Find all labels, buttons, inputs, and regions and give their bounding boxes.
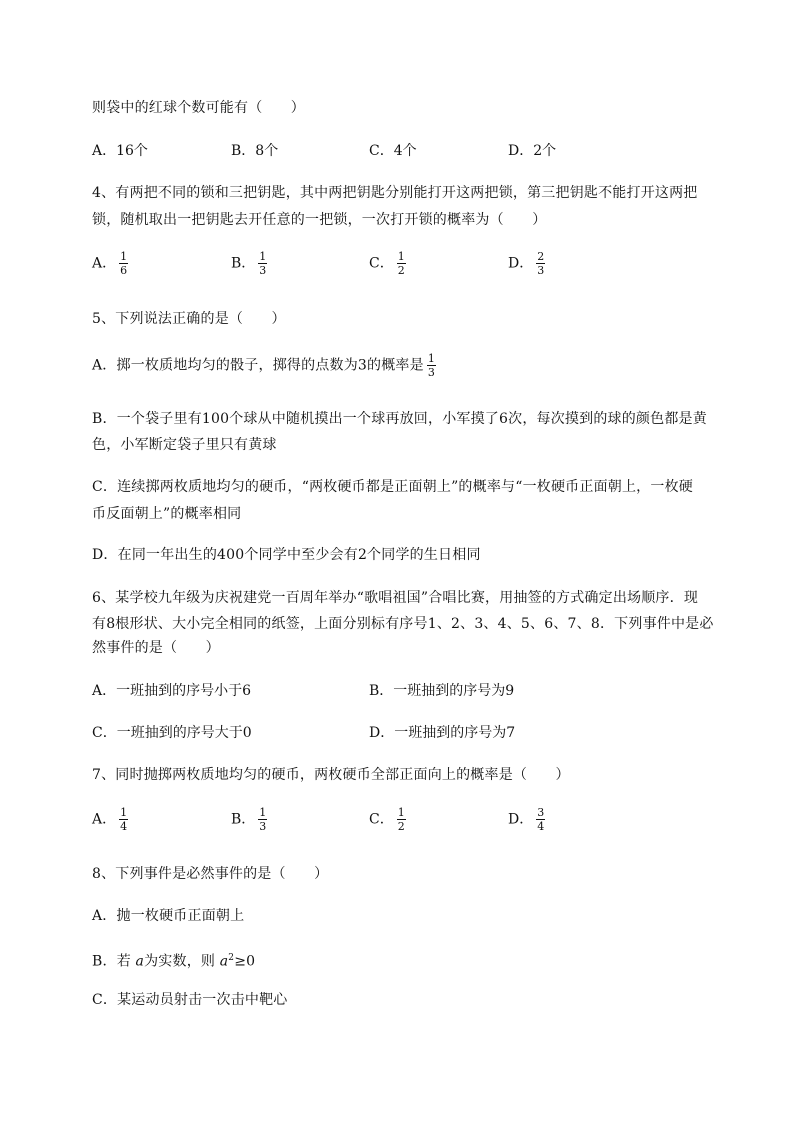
q4-option-c — [369, 250, 406, 277]
q6-option-a: A．一班抽到的序号小于6 — [92, 683, 252, 699]
q7-option-b-fraction — [258, 806, 267, 833]
numerator: 1 — [427, 352, 436, 365]
exponent: 2 — [228, 953, 235, 963]
numerator: 1 — [120, 250, 128, 263]
q4-option-d-label: D． — [508, 255, 534, 272]
denominator: 3 — [427, 366, 436, 379]
q3-option-c: C．4个 — [369, 143, 417, 159]
variable-a: a — [135, 953, 145, 970]
q8-option-b-mid: 为实数，则 — [144, 953, 220, 970]
q7-option-c-fraction — [397, 806, 406, 833]
q6-option-c: C．一班抽到的序号大于0 — [92, 725, 252, 741]
q3-option-a: A．16个 — [92, 143, 148, 159]
numerator: 2 — [537, 250, 545, 263]
q4-stem-line1: 4、有两把不同的锁和三把钥匙，其中两把钥匙分别能打开这两把锁，第三把钥匙不能打开这两把 — [92, 185, 698, 201]
denominator: 3 — [259, 264, 267, 277]
denominator: 4 — [537, 820, 545, 833]
q4-option-c-label: C． — [369, 255, 394, 272]
q3-stem-tail: 则袋中的红球个数可能有（ ） — [92, 100, 305, 116]
q5-option-c-line1: C．连续掷两枚质地均匀的硬币，“两枚硬币都是正面朝上”的概率与“一枚硬币正面朝上，一枚硬 — [92, 479, 693, 495]
q6-option-d: D．一班抽到的序号为7 — [369, 725, 516, 741]
q7-option-a-fraction — [119, 806, 128, 833]
q4-option-a — [92, 250, 128, 277]
q6-stem-line3: 然事件的是（ ） — [92, 640, 220, 656]
q4-option-b-fraction — [258, 250, 267, 277]
numerator: 1 — [397, 806, 405, 819]
q6-option-b: B．一班抽到的序号为9 — [369, 683, 515, 699]
denominator: 3 — [537, 264, 545, 277]
q8-option-b-suffix: ≥0 — [234, 953, 256, 970]
denominator: 4 — [120, 820, 128, 833]
q8-stem: 8、下列事件是必然事件的是（ ） — [92, 866, 329, 882]
q5-option-a-text: A．掷一枚质地均匀的骰子，掷得的点数为3的概率是 — [92, 357, 424, 374]
denominator: 6 — [120, 264, 128, 277]
q4-option-c-fraction — [397, 250, 406, 277]
q7-option-d — [508, 806, 545, 833]
numerator: 1 — [259, 250, 267, 263]
q7-option-b-label: B． — [231, 811, 256, 828]
q5-option-b-line2: 色，小军断定袋子里只有黄球 — [92, 437, 277, 453]
q7-option-c-label: C． — [369, 811, 394, 828]
q5-option-a — [92, 352, 436, 379]
q4-option-d-fraction — [536, 250, 545, 277]
q4-option-a-fraction — [119, 250, 128, 277]
q5-option-d: D．在同一年出生的400个同学中至少会有2个同学的生日相同 — [92, 547, 481, 563]
q4-option-a-label: A． — [92, 255, 117, 272]
q7-option-d-label: D． — [508, 811, 534, 828]
numerator: 3 — [537, 806, 545, 819]
q3-option-b: B．8个 — [231, 143, 279, 159]
q4-option-d — [508, 250, 545, 277]
q3-option-d: D．2个 — [508, 143, 557, 159]
q5-stem: 5、下列说法正确的是（ ） — [92, 311, 286, 327]
denominator: 2 — [397, 820, 405, 833]
q4-option-b-label: B． — [231, 255, 256, 272]
q5-option-b-line1: B．一个袋子里有100个球从中随机摸出一个球再放回，小军摸了6次，每次摸到的球的颜色都是黄 — [92, 411, 707, 427]
denominator: 2 — [397, 264, 405, 277]
numerator: 1 — [397, 250, 405, 263]
q7-option-c — [369, 806, 406, 833]
q8-option-a: A．抛一枚硬币正面朝上 — [92, 908, 245, 924]
variable-a: a — [219, 953, 229, 970]
numerator: 1 — [120, 806, 128, 819]
q4-option-b — [231, 250, 267, 277]
q7-stem: 7、同时抛掷两枚质地均匀的硬币，两枚硬币全部正面向上的概率是（ ） — [92, 767, 570, 783]
q5-option-c-line2: 币反面朝上”的概率相同 — [92, 506, 242, 522]
q4-stem-line2: 锁，随机取出一把钥匙去开任意的一把锁，一次打开锁的概率为（ ） — [92, 212, 547, 228]
q6-stem-line2: 有8根形状、大小完全相同的纸签，上面分别标有序号1、2、3、4、5、6、7、8．下列事件中是必 — [92, 616, 714, 632]
q7-option-b — [231, 806, 267, 833]
q8-option-b — [92, 948, 255, 972]
denominator: 3 — [259, 820, 267, 833]
q8-option-b-prefix: B．若 — [92, 953, 136, 970]
numerator: 1 — [259, 806, 267, 819]
q7-option-d-fraction — [536, 806, 545, 833]
q7-option-a-label: A． — [92, 811, 117, 828]
q7-option-a — [92, 806, 128, 833]
q6-stem-line1: 6、某学校九年级为庆祝建党一百周年举办“歌唱祖国”合唱比赛，用抽签的方式确定出场顺序．现 — [92, 590, 699, 606]
q5-option-a-fraction — [427, 352, 436, 379]
q8-option-c: C．某运动员射击一次击中靶心 — [92, 992, 288, 1008]
